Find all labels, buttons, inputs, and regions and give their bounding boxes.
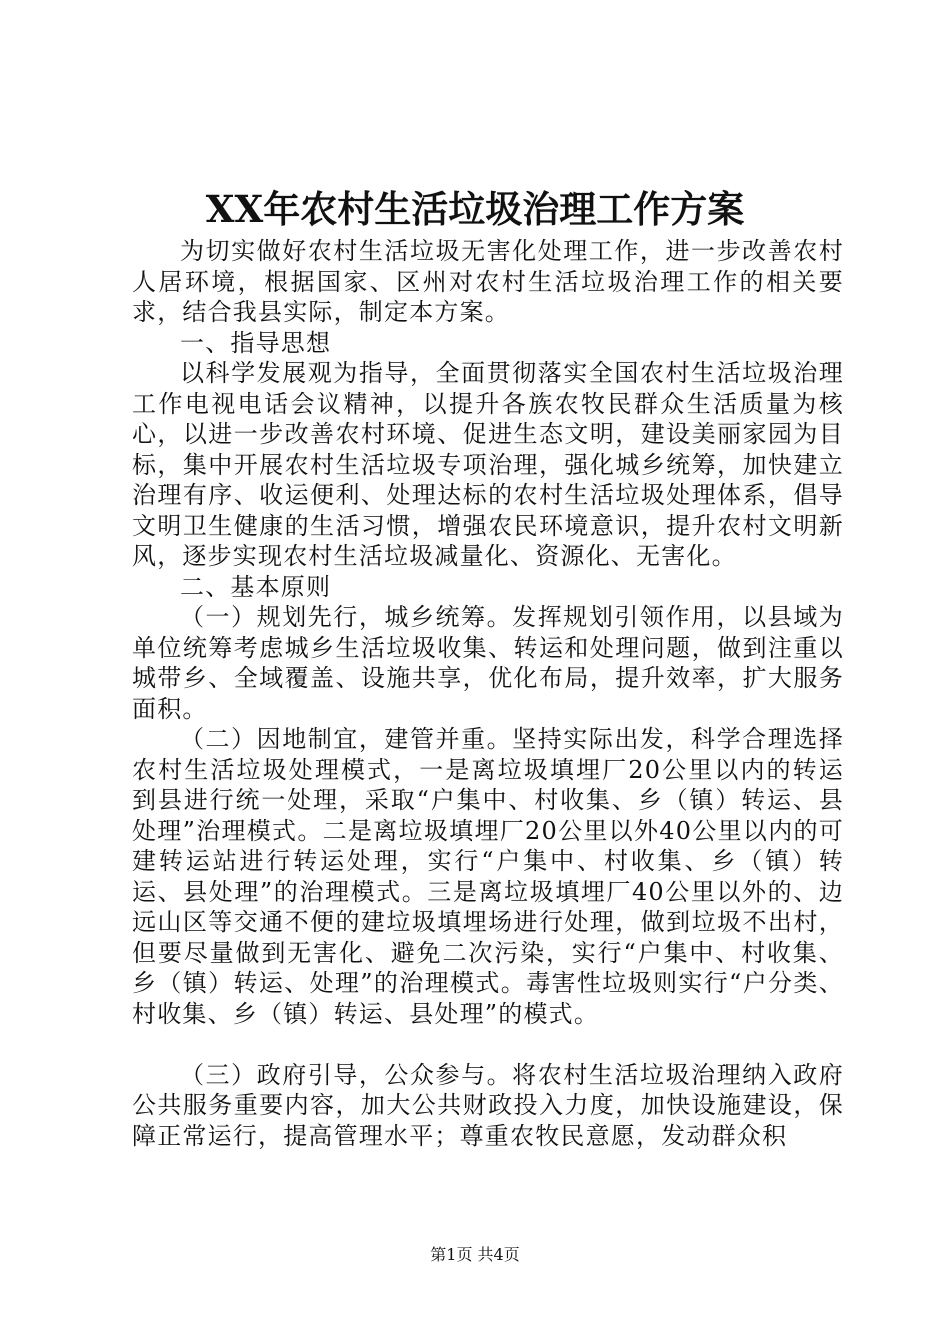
body-paragraph: （二）因地制宜，建管并重。坚持实际出发，科学合理选择农村生活垃圾处理模式，一是离垃圾填埋厂20公里以内的转运到县进行统一处理，采取“户集中、村收集、乡（镇）转运、县处理”治理模式。二是离垃圾填埋厂20公里以外40公里以内的可建转运站进行转运处理，实行“户集中、村收集、乡（镇）转运、县处理”的治理模式。三是离垃圾填埋厂40公里以外的、边远山区等交通不便的建垃圾填埋场进行处理，做到垃圾不出村，但要尽量做到无害化、避免二次污染，实行“户集中、村收集、乡（镇）转运、处理”的治理模式。毒害性垃圾则实行“户分类、村收集、乡（镇）转运、县处理”的模式。 xyxy=(132,725,844,1028)
document-title: XX年农村生活垃圾治理工作方案 xyxy=(205,187,745,231)
document-body xyxy=(132,236,844,1151)
page-footer: 第1页 共4页 xyxy=(430,1245,520,1264)
body-paragraph: （一）规划先行，城乡统筹。发挥规划引领作用，以县域为单位统筹考虑城乡生活垃圾收集、转运和处理问题，做到注重以城带乡、全域覆盖、设施共享，优化布局，提升效率，扩大服务面积。 xyxy=(132,603,844,723)
body-paragraph: （三）政府引导，公众参与。将农村生活垃圾治理纳入政府公共服务重要内容，加大公共财政投入力度，加快设施建设，保障正常运行，提高管理水平；尊重农牧民意愿，发动群众积 xyxy=(132,1060,844,1150)
section-heading: 二、基本原则 xyxy=(180,572,332,601)
section-heading: 一、指导思想 xyxy=(180,328,332,357)
body-paragraph: 以科学发展观为指导，全面贯彻落实全国农村生活垃圾治理工作电视电话会议精神，以提升各族农牧民群众生活质量为核心，以进一步改善农村环境、促进生态文明，建设美丽家园为目标，集中开展农村生活垃圾专项治理，强化城乡统筹，加快建立治理有序、收运便利、处理达标的农村生活垃圾处理体系，倡导文明卫生健康的生活习惯，增强农民环境意识，提升农村文明新风，逐步实现农村生活垃圾减量化、资源化、无害化。 xyxy=(132,359,844,570)
intro-paragraph: 为切实做好农村生活垃圾无害化处理工作，进一步改善农村人居环境，根据国家、区州对农村生活垃圾治理工作的相关要求，结合我县实际，制定本方案。 xyxy=(132,237,844,326)
